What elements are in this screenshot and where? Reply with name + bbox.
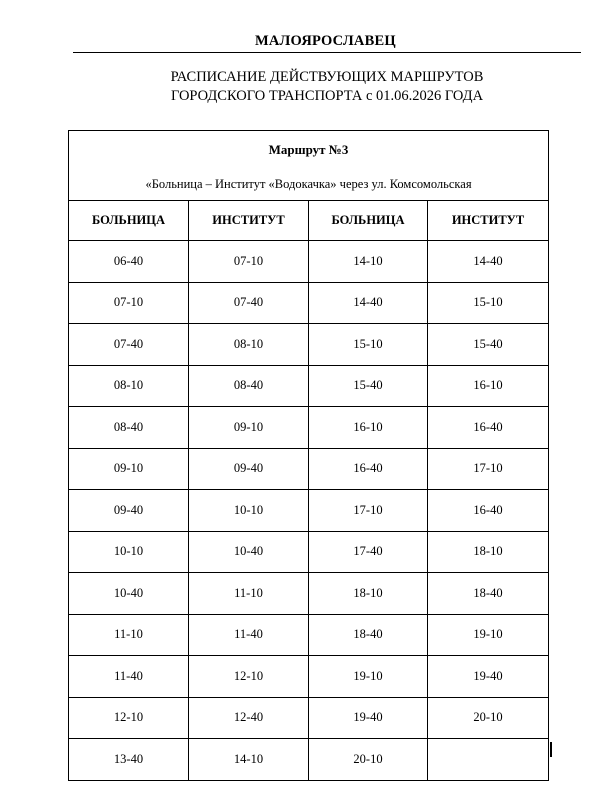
time-cell: 17-10 [428, 448, 549, 490]
table-row [69, 282, 549, 324]
table-row [69, 614, 549, 656]
route-header-row [69, 131, 549, 201]
time-cell: 16-10 [428, 365, 549, 407]
time-cell: 13-40 [69, 739, 189, 781]
time-cell: 12-10 [69, 697, 189, 739]
time-cell: 17-10 [309, 490, 428, 532]
time-cell: 08-10 [69, 365, 189, 407]
time-cell: 19-40 [428, 656, 549, 698]
time-cell: 16-40 [428, 407, 549, 449]
table-row [69, 739, 549, 781]
time-cell: 18-10 [428, 531, 549, 573]
time-cell: 19-10 [309, 656, 428, 698]
time-cell: 11-40 [69, 656, 189, 698]
time-cell: 15-10 [309, 324, 428, 366]
time-cell: 15-10 [428, 282, 549, 324]
time-cell [428, 739, 549, 781]
schedule-table [68, 130, 549, 781]
time-cell: 18-40 [428, 573, 549, 615]
title-underline [73, 52, 581, 53]
column-header: БОЛЬНИЦА [309, 201, 428, 241]
time-cell: 12-40 [189, 697, 309, 739]
route-name: Маршрут №3 [268, 141, 349, 157]
route-path: «Больница – Институт «Водокачка» через ул. Комсомольская [145, 176, 472, 191]
table-row [69, 490, 549, 532]
time-cell: 18-10 [309, 573, 428, 615]
time-cell: 11-10 [189, 573, 309, 615]
time-cell: 14-10 [309, 241, 428, 283]
table-row [69, 656, 549, 698]
time-cell: 09-40 [189, 448, 309, 490]
table-row [69, 697, 549, 739]
time-cell: 12-10 [189, 656, 309, 698]
table-row [69, 407, 549, 449]
time-cell: 07-40 [69, 324, 189, 366]
time-cell: 19-10 [428, 614, 549, 656]
time-cell: 08-40 [69, 407, 189, 449]
time-cell: 07-40 [189, 282, 309, 324]
column-header: ИНСТИТУТ [428, 201, 549, 241]
time-cell: 10-40 [69, 573, 189, 615]
time-cell: 08-10 [189, 324, 309, 366]
table-row [69, 531, 549, 573]
time-cell: 16-40 [309, 448, 428, 490]
schedule-heading-line-1: РАСПИСАНИЕ ДЕЙСТВУЮЩИХ МАРШРУТОВ [170, 69, 484, 85]
column-header-row [69, 201, 549, 241]
time-cell: 11-40 [189, 614, 309, 656]
time-cell: 18-40 [309, 614, 428, 656]
time-cell: 14-40 [428, 241, 549, 283]
time-cell: 06-40 [69, 241, 189, 283]
time-cell: 10-40 [189, 531, 309, 573]
time-cell: 16-10 [309, 407, 428, 449]
time-cell: 20-10 [309, 739, 428, 781]
column-header: БОЛЬНИЦА [69, 201, 189, 241]
time-cell: 20-10 [428, 697, 549, 739]
time-cell: 09-10 [69, 448, 189, 490]
table-row [69, 573, 549, 615]
column-header: ИНСТИТУТ [189, 201, 309, 241]
time-cell: 15-40 [309, 365, 428, 407]
time-cell: 14-40 [309, 282, 428, 324]
time-cell: 14-10 [189, 739, 309, 781]
time-cell: 08-40 [189, 365, 309, 407]
time-cell: 07-10 [69, 282, 189, 324]
route-header-cell [69, 131, 549, 201]
time-cell: 19-40 [309, 697, 428, 739]
time-cell: 09-10 [189, 407, 309, 449]
time-cell: 07-10 [189, 241, 309, 283]
time-cell: 10-10 [189, 490, 309, 532]
table-row [69, 365, 549, 407]
schedule-heading-line-2: ГОРОДСКОГО ТРАНСПОРТА с 01.06.2026 ГОДА [170, 88, 484, 104]
edge-mark [550, 742, 552, 757]
table-row [69, 324, 549, 366]
time-cell: 15-40 [428, 324, 549, 366]
time-cell: 16-40 [428, 490, 549, 532]
time-cell: 17-40 [309, 531, 428, 573]
table-row [69, 241, 549, 283]
city-title: МАЛОЯРОСЛАВЕЦ [255, 33, 396, 49]
time-cell: 11-10 [69, 614, 189, 656]
time-cell: 09-40 [69, 490, 189, 532]
table-row [69, 448, 549, 490]
time-cell: 10-10 [69, 531, 189, 573]
